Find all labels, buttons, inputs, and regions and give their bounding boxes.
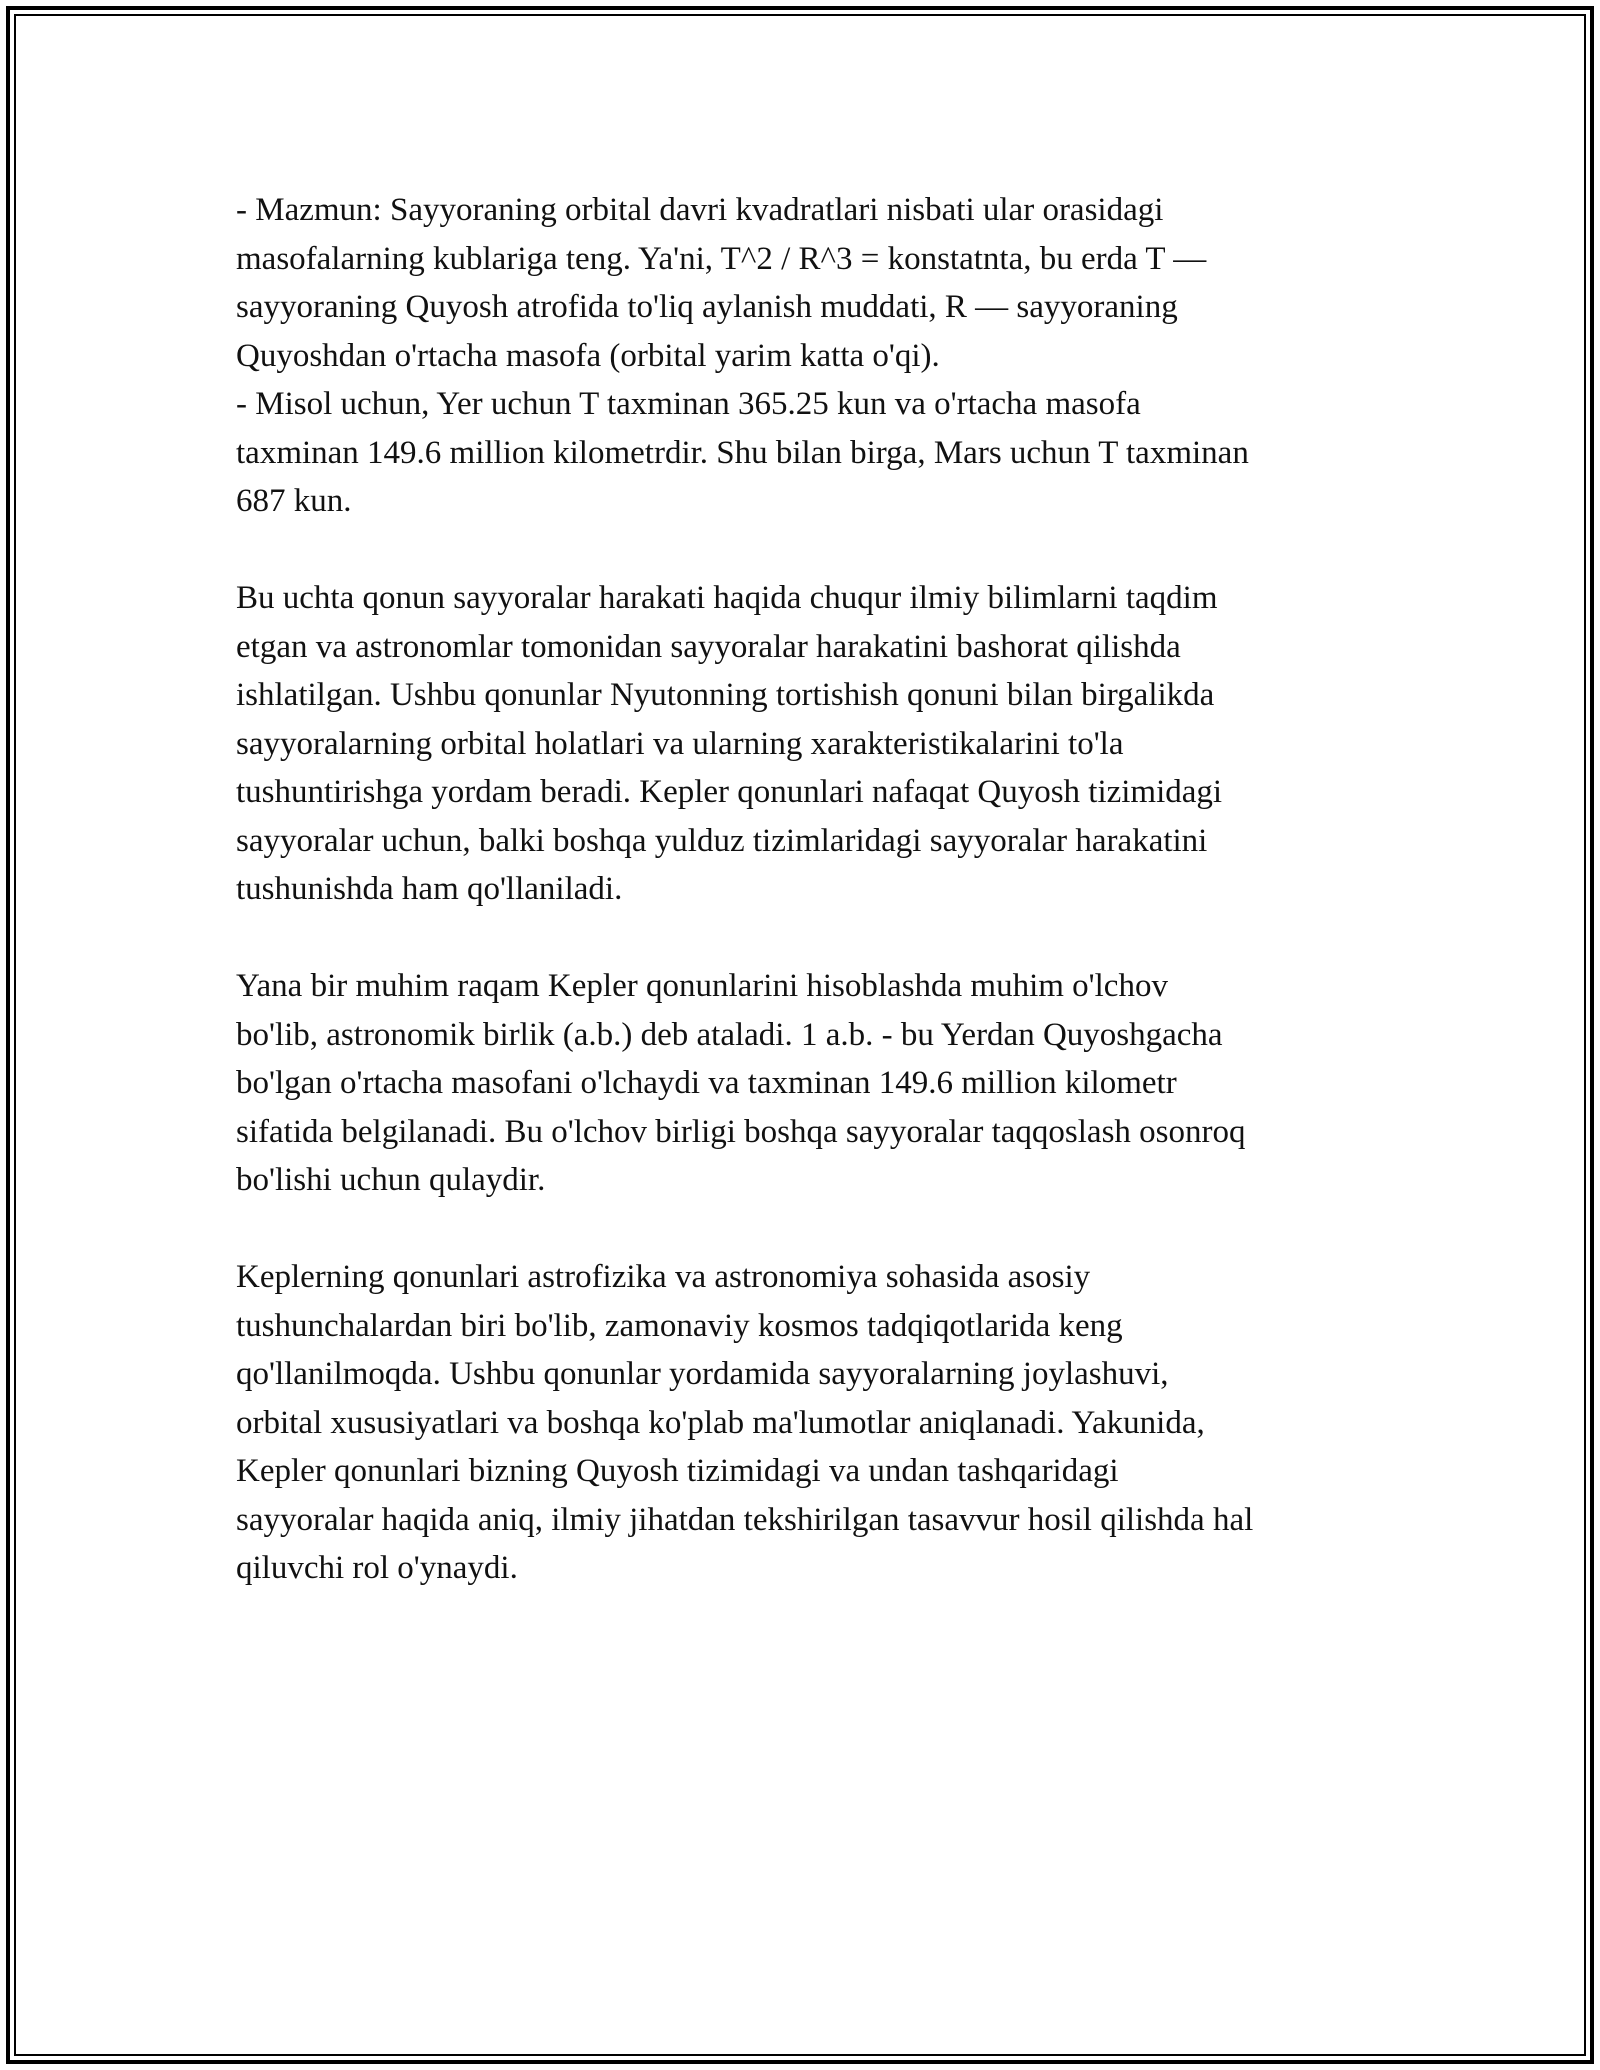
text-line: 687 kun.: [236, 483, 352, 519]
text-line: taxminan 149.6 million kilometrdir. Shu bilan birga, Mars uchun T taxminan: [236, 434, 1249, 471]
text-line: sayyoralarning orbital holatlari va ularning xarakteristikalarini to'la: [236, 725, 1124, 762]
paragraph-kepler-third-law: [236, 186, 1376, 526]
text-line: Bu uchta qonun sayyoralar harakati haqida chuqur ilmiy bilimlarni taqdim: [236, 580, 1218, 616]
text-line: - Mazmun: Sayyoraning orbital davri kvadratlari nisbati ular orasidagi: [236, 192, 1164, 228]
text-line: bo'lib, astronomik birlik (a.b.) deb ataladi. 1 a.b. - bu Yerdan Quyoshgacha: [236, 1016, 1223, 1053]
text-line: - Misol uchun, Yer uchun T taxminan 365.25 kun va o'rtacha masofa: [236, 386, 1141, 422]
text-line: ishlatilgan. Ushbu qonunlar Nyutonning tortishish qonuni bilan birgalikda: [236, 677, 1215, 713]
text-line: etgan va astronomlar tomonidan sayyoralar harakatini bashorat qilishda: [236, 628, 1181, 665]
paragraph-conclusion: [236, 1253, 1376, 1593]
text-line: Kepler qonunlari bizning Quyosh tizimidagi va undan tashqaridagi: [236, 1453, 1119, 1489]
text-line: tushuntirishga yordam beradi. Kepler qonunlari nafaqat Quyosh tizimidagi: [236, 774, 1223, 810]
paragraph-astronomical-unit: [236, 962, 1376, 1205]
text-line: Keplerning qonunlari astrofizika va astronomiya sohasida asosiy: [236, 1259, 1091, 1295]
document-body: [236, 186, 1376, 1641]
text-line: Quyoshdan o'rtacha masofa (orbital yarim katta o'qi).: [236, 337, 940, 374]
text-line: orbital xususiyatlari va boshqa ko'plab ma'lumotlar aniqlanadi. Yakunida,: [236, 1404, 1205, 1441]
text-line: Yana bir muhim raqam Kepler qonunlarini hisoblashda muhim o'lchov: [236, 968, 1168, 1004]
text-line: bo'lgan o'rtacha masofani o'lchaydi va taxminan 149.6 million kilometr: [236, 1065, 1177, 1101]
text-line: tushunishda ham qo'llaniladi.: [236, 871, 623, 907]
text-line: qo'llanilmoqda. Ushbu qonunlar yordamida sayyoralarning joylashuvi,: [236, 1356, 1169, 1392]
text-line: qiluvchi rol o'ynaydi.: [236, 1550, 518, 1586]
text-line: sayyoraning Quyosh atrofida to'liq aylanish muddati, R — sayyoraning: [236, 289, 1178, 325]
text-line: sayyoralar haqida aniq, ilmiy jihatdan tekshirilgan tasavvur hosil qilishda hal: [236, 1501, 1254, 1538]
text-line: sifatida belgilanadi. Bu o'lchov birligi boshqa sayyoralar taqqoslash osonroq: [236, 1113, 1246, 1150]
paragraph-three-laws-summary: [236, 574, 1376, 914]
text-line: bo'lishi uchun qulaydir.: [236, 1162, 546, 1198]
text-line: masofalarning kublariga teng. Ya'ni, T^2 / R^3 = konstatnta, bu erda T —: [236, 240, 1207, 277]
text-line: tushunchalardan biri bo'lib, zamonaviy kosmos tadqiqotlarida keng: [236, 1307, 1123, 1344]
text-line: sayyoralar uchun, balki boshqa yulduz tizimlaridagi sayyoralar harakatini: [236, 822, 1208, 859]
